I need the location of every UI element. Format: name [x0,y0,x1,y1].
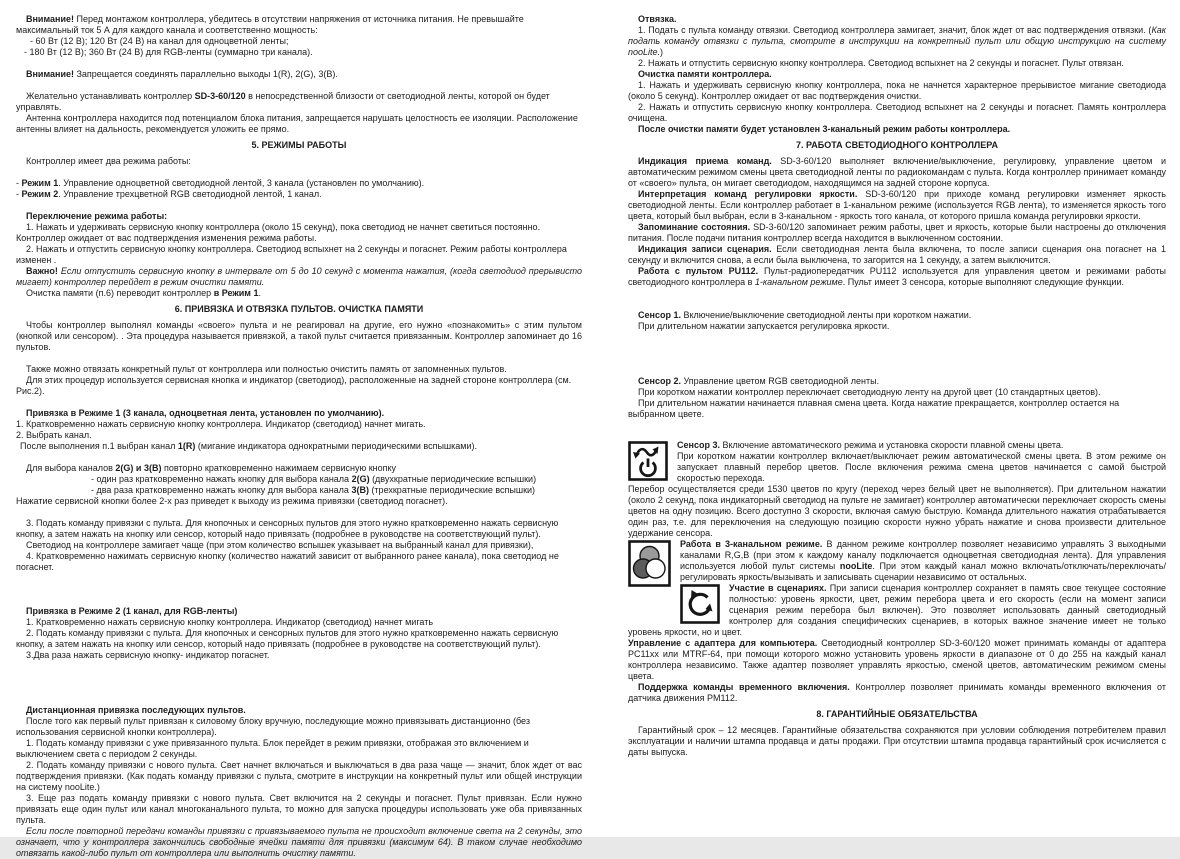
paragraph-text: Индикация приема команд. SD-3-60/120 выполняет включение/выключение, регулировку, управление цветом и автоматическим режимом смены цвета светодиодной ленты по радиокомандам с пульта. Когда контроллер принимает команду от «своего» пульта, он мигает светодиодом, находящимся на задней стороне корпуса. [628,156,1166,188]
paragraph-block [628,376,1166,387]
paragraph-block [16,540,582,551]
heading-text: 7. РАБОТА СВЕТОДИОДНОГО КОНТРОЛЛЕРА [796,140,998,150]
paragraph-block [16,518,582,540]
paragraph-block [16,738,582,760]
paragraph-text: Перебор осуществляется среди 1530 цветов по кругу (переход через белый цвет не выполняется). При длительном нажатии (около 2 секунд, пока индикаторный светодиод на пульте не замигает) контроллер автоматически переключает скорость смены цветов на одну позицию. Всего доступно 3 скорости, включая самую быструю. Команда длительного нажатия отрабатывается один раз, т.е. для переключения на следующую позицию скорости нужно убрать нажатие и снова произвести длительное удержание сенсора. [628,484,1166,538]
paragraph-block [628,398,1166,420]
paragraph-text: Нажатие сервисной кнопки более 2-х раз приведет к выходу из режима привязки (светодиод погаснет). [16,496,448,506]
paragraph-block [628,682,1166,704]
paragraph-text: После выполнения п.1 выбран канал 1(R) (мигание индикатора однократными периодическими вспышками). [20,441,477,451]
paragraph-text: Переключение режима работы: [26,211,168,221]
paragraph-block [16,266,582,288]
paragraph-text: Сенсор 1. Включение/выключение светодиодной ленты при коротком нажатии. [638,310,972,320]
paragraph-text: Для этих процедур используется сервисная кнопка и индикатор (светодиод), расположенные на задней стороне контроллера (см. Рис.2). [16,375,572,396]
paragraph-text: 1. Кратковременно нажать сервисную кнопку контроллера. Индикатор (светодиод) начнет мигать. [16,419,426,429]
paragraph-text: Для выбора каналов 2(G) и 3(B) повторно кратковременно нажимаем сервисную кнопку [26,463,397,473]
paragraph-text: - 60 Вт (12 В); 120 Вт (24 В) на канал для одноцветной ленты; [30,36,289,46]
paragraph-block [16,650,582,661]
paragraph-text: - один раз кратковременно нажать кнопку для выбора канала 2(G) (двухкратные периодические вспышки) [91,474,537,484]
paragraph-block [628,25,1166,58]
paragraph-text: Поддержка команды временного включения. Контроллер позволяет принимать команды временного включения от датчика движения PM112. [628,682,1166,703]
paragraph-text: 2. Нажать и отпустить сервисную кнопку контроллера. Светодиод вспыхнет на 2 секунды и погаснет. Пульт отвязан. [638,58,1124,68]
paragraph-text: Чтобы контроллер выполнял команды «своего» пульта и не реагировал на другие, его нужно «познакомить» с этим пультом (кнопкой или сенсором). . Эта процедура называется привязкой, а такой пульт считается привязанным. Контроллер запоминает до 16 пультов. [16,320,582,352]
paragraph-text: 2. Нажать и отпустить сервисную кнопку контроллера. Светодиод вспыхнет на 2 секунды и погаснет. Память контроллера очищена. [628,102,1166,123]
paragraph-text: - 180 Вт (12 В); 360 Вт (24 В) для RGB-ленты (суммарно три канала). [24,47,313,57]
left-column [16,14,582,859]
heading-text: 6. ПРИВЯЗКА И ОТВЯЗКА ПУЛЬТОВ. ОЧИСТКА ПАМЯТИ [174,304,424,314]
section-heading [628,709,1166,720]
paragraph-block [628,14,1166,25]
paragraph-text: 2. Подать команду привязки с пульта. Для кнопочных и сенсорных пультов для этого нужно кратковременно нажать сервисную кнопку, а затем нажать на кнопку или сенсор, который надо привязать (подробнее в руководстве на соответствующий пульт). [16,628,559,649]
paragraph-block [628,69,1166,80]
section-heading [16,304,582,315]
paragraph-block [628,583,1166,682]
paragraph-text: Светодиод на контроллере замигает чаще (при этом количество вспышек указывает на выбранный канал для привязки), [26,540,534,550]
right-column [628,14,1166,758]
paragraph-text: Управление с адаптера для компьютера. Светодиодный контроллер SD-3-60/120 может принимать команды от адаптера PC11xx или MTRF-64, при помощи которого можно установить уровень яркости в диапазоне от 0 до 255 на каждый канал контроллера независимо. Также адаптер позволяет управлять яркостью, сменой цветов, автоматическим режимом смены цвета. [628,638,1166,681]
paragraph-text: Гарантийный срок – 12 месяцев. Гарантийные обязательства сохраняются при условии соблюдения потребителем правил эксплуатации и наличии штампа продавца и даты продажи. При отсутствии штампа продавца гарантийный срок исчисляется с даты выпуска. [628,725,1166,757]
paragraph-block [628,244,1166,266]
paragraph-block [16,430,582,441]
paragraph-text: После очистки памяти будет установлен 3-канальный режим работы контроллера. [638,124,1011,134]
paragraph-block [16,211,582,222]
paragraph-text: 1. Подать команду привязки с уже привязанного пульта. Блок перейдет в режим привязки, отображая это включением и выключением света с периодом 2 секунды. [16,738,529,759]
paragraph-text: Очистка памяти контроллера. [638,69,772,79]
paragraph-text: При коротком нажатии контроллер переключает светодиодную ленту на другой цвет (10 стандартных цветов). [638,387,1101,397]
paragraph-block [16,485,582,496]
paragraph-block [16,189,582,200]
paragraph-block [628,725,1166,758]
paragraph-text: Сенсор 3. Включение автоматического режима и установка скорости плавной смены цвета. [677,440,1064,450]
paragraph-block [16,364,582,375]
paragraph-text: - Режим 1. Управление одноцветной светодиодной лентой, 3 канала (установлен по умолчанию). [16,178,425,188]
paragraph-block [16,244,582,266]
paragraph-block [16,705,582,716]
paragraph-block [16,320,582,353]
paragraph-block [628,156,1166,189]
paragraph-block [16,288,582,299]
paragraph-block [16,496,582,507]
paragraph-text: Важно! Если отпустить сервисную кнопку в интервале от 5 до 10 секунд с момента нажатия, (когда светодиод прерывисто мигает) контроллер перейдет в режим очистки памяти. [16,266,582,287]
paragraph-block [628,321,1166,332]
paragraph-text: Желательно устанавливать контроллер SD-3-60/120 в непосредственной близости от светодиодной ленты, которой он будет управлять. [16,91,550,112]
paragraph-text: Внимание! Запрещается соединять параллельно выходы 1(R), 2(G), 3(В). [26,69,338,79]
paragraph-text: После того как первый пульт привязан к силовому блоку вручную, последующие можно привязывать дистанционно (без использования сервисной кнопки контроллера). [16,716,530,737]
paragraph-block [16,617,582,628]
paragraph-block [16,628,582,650]
paragraph-block [16,441,582,452]
paragraph-block [628,387,1166,398]
paragraph-text: - два раза кратковременно нажать кнопку для выбора канала 3(B) (трехкратные периодические вспышки) [91,485,536,495]
paragraph-block [16,760,582,793]
paragraph-block [16,113,582,135]
heading-text: 8. ГАРАНТИЙНЫЕ ОБЯЗАТЕЛЬСТВА [816,709,978,719]
paragraph-block [16,551,582,573]
paragraph-text: 2. Выбрать канал. [16,430,92,440]
paragraph-block [16,91,582,113]
paragraph-block [628,189,1166,222]
paragraph-text: Если после повторной передачи команды привязки с привязываемого пульта не происходит включение света на 2 секунды, это означает, что у контроллера закончились свободные ячейки памяти для привязки (максимум 64). В таком случае необходимо отвязать какой-либо пульт от контроллера или выполнить очистку памяти. [16,826,582,858]
paragraph-text: Антенна контроллера находится под потенциалом блока питания, запрещается нарушать целостность ее изоляции. Расположение антенны влияет на дальность, рекомендуется уложить ее прямо. [16,113,578,134]
paragraph-text: 1. Подать с пульта команду отвязки. Светодиод контроллера замигает, значит, блок ждет от вас подтверждения отвязки. (Как подать команду отвязки с пульта, смотрите в инструкции на конкретный пульт или общую инструкцию на систему nooLite.) [628,25,1166,57]
paragraph-text: 1. Нажать и удерживать сервисную кнопку контроллера (около 15 секунд), пока светодиод не начнет светиться постоянно. Контроллер ожидает от вас подтверждения изменения режима работы. [16,222,541,243]
paragraph-text: Запоминание состояния. SD-3-60/120 запоминает режим работы, цвет и яркость, которые были настроены до отключения питания. После подачи питания контроллер всегда находится в выключенном состоянии. [628,222,1166,243]
paragraph-text: 1. Кратковременно нажать сервисную кнопку контроллера. Индикатор (светодиод) начнет мигать [26,617,434,627]
paragraph-block [16,14,582,36]
paragraph-block [628,310,1166,321]
paragraph-text: Сенсор 2. Управление цветом RGB светодиодной ленты. [638,376,880,386]
paragraph-text: 4. Кратковременно нажимать сервисную кнопку (количество нажатий зависит от выбранного ранее канала), пока светодиод не погаснет. [16,551,559,572]
paragraph-text: Привязка в Режиме 1 (3 канала, одноцветная лента, установлен по умолчанию). [26,408,385,418]
paragraph-block [16,463,582,474]
paragraph-block [16,222,582,244]
paragraph-text: 3. Еще раз подать команду привязки с нового пульта. Свет включится на 2 секунды и погаснет. Пульт привязан. Если нужно привязать еще один пульт или канал многоканального пульта, то можно для запуска процедуры использовать уже оба привязанных пульта. [16,793,582,825]
paragraph-text: 3. Подать команду привязки с пульта. Для кнопочных и сенсорных пультов для этого нужно кратковременно нажать сервисную кнопку, а затем нажать на кнопку или сенсор, который надо привязать (подробнее в руководстве на соответствующий пульт). [16,518,559,539]
paragraph-block [16,156,582,167]
paragraph-text: 2. Нажать и отпустить сервисную кнопку контроллера. Светодиод вспыхнет на 2 секунды и погаснет. Режим работы контроллера изменен . [16,244,567,265]
section-heading [16,140,582,151]
paragraph-text: При коротком нажатии контроллер включает/выключает режим автоматической смены цвета. В этом режиме он запускает плавный перебор цветов. После включения режима смена цветов начинается с самой быстрой скоростью перехода. [677,451,1166,483]
paragraph-text: 3.Два раза нажать сервисную кнопку- индикатор погаснет. [26,650,270,660]
paragraph-text: При длительном нажатии запускается регулировка яркости. [638,321,890,331]
rgb-channels-icon [628,540,671,587]
paragraph-block [628,58,1166,69]
paragraph-text: 2. Подать команду привязки с нового пульта. Свет начнет включаться и выключаться в два раза чаще — значит, блок ждет от вас подтверждения привязки. (Как подать команду привязки с пульта, смотрите в инструкции на конкретный пульт или общей инструкции на систему nooLite.) [16,760,582,792]
paragraph-text: Индикация записи сценария. Если светодиодная лента была включена, то после записи сценария она погаснет на 1 секунду и включится снова, а если была выключена, то загорится на 1 секунду, а затем выключится. [628,244,1166,265]
paragraph-block [16,716,582,738]
paragraph-block [16,826,582,859]
auto-color-mode-icon [628,441,668,481]
paragraph-text: Контроллер имеет два режима работы: [26,156,191,166]
paragraph-block [628,266,1166,288]
section-heading [628,140,1166,151]
paragraph-block [628,102,1166,124]
paragraph-block [16,793,582,826]
scenario-loop-icon [680,584,720,624]
paragraph-text: Очистка памяти (п.6) переводит контроллер в Режим 1. [26,288,261,298]
paragraph-text: Участие в сценариях. При записи сценария контроллер сохраняет в память свое текущее состояние полностью: уровень яркости, цвет, режим перебора цвета и его скорость (если на момент записи сценария режим перебора был включен). Это позволяет использовать данный светодиодный контролер для создания специфических сценариев, в которых важное значение имеет не только уровень яркости, но и цвет. [628,583,1166,637]
paragraph-text: Привязка в Режиме 2 (1 канал, для RGB-ленты) [26,606,238,616]
paragraph-text: Дистанционная привязка последующих пультов. [26,705,246,715]
paragraph-text: 1. Нажать и удерживать сервисную кнопку контроллера, пока не начнется характерное прерывистое мигание светодиода (около 5 секунд). Контроллер ожидает от вас подтверждения очистки. [628,80,1166,101]
paragraph-block [16,419,582,430]
paragraph-block [628,539,1166,583]
paragraph-block [628,80,1166,102]
paragraph-text: - Режим 2. Управление трехцветной RGB светодиодной лентой, 1 канал. [16,189,322,199]
paragraph-block [16,69,582,80]
heading-text: 5. РЕЖИМЫ РАБОТЫ [251,140,347,150]
paragraph-block [628,222,1166,244]
paragraph-block [16,375,582,397]
paragraph-block [16,178,582,189]
paragraph-block [628,124,1166,135]
paragraph-text: При длительном нажатии начинается плавная смена цвета. Когда нажатие прекращается, контроллер остается на выбранном цвете. [628,398,1120,419]
paragraph-text: Интерпретация команд регулировки яркости. SD-3-60/120 при приходе команд регулировки изменяет яркость светодиодной ленты. Если контроллер работает в 1-канальном режиме (используется RGB лента), то изменяется яркость того цвета, который был выбран, если в 3-канальном - яркость того канала, от которого пришла команда регулировки яркости. [628,189,1166,221]
paragraph-block [16,408,582,419]
paragraph-block [16,47,582,58]
paragraph-text: Работа с пультом PU112. Пульт-радиопередатчик PU112 используется для управления цветом и режимами работы светодиодного контроллера в 1-канальном режиме. Пульт имеет 3 сенсора, которые выполняют следующие функции. [628,266,1166,287]
paragraph-text: Отвязка. [638,14,677,24]
paragraph-block [16,36,582,47]
paragraph-text: Также можно отвязать конкретный пульт от контроллера или полностью очистить память от запомненных пультов. [26,364,507,374]
paragraph-text: Внимание! Перед монтажом контроллера, убедитесь в отсутствии напряжения от источника питания. Не превышайте максимальный ток 5 А для каждого канала и соответственно мощность: [16,14,524,35]
paragraph-block [16,606,582,617]
paragraph-block [16,474,582,485]
paragraph-block [628,440,1166,539]
paragraph-text: Работа в 3-канальном режиме. В данном режиме контроллер позволяет независимо управлять 3 выходными каналами R,G,B (при этом к каждому каналу подключается одноцветная светодиодная лента). Для управления используется любой пульт системы nooLite. При этом каждый канал можно включать/отключать/переключать/регулировать яркость/вызывать и записывать сценарии независимо от остальных. [680,539,1166,582]
